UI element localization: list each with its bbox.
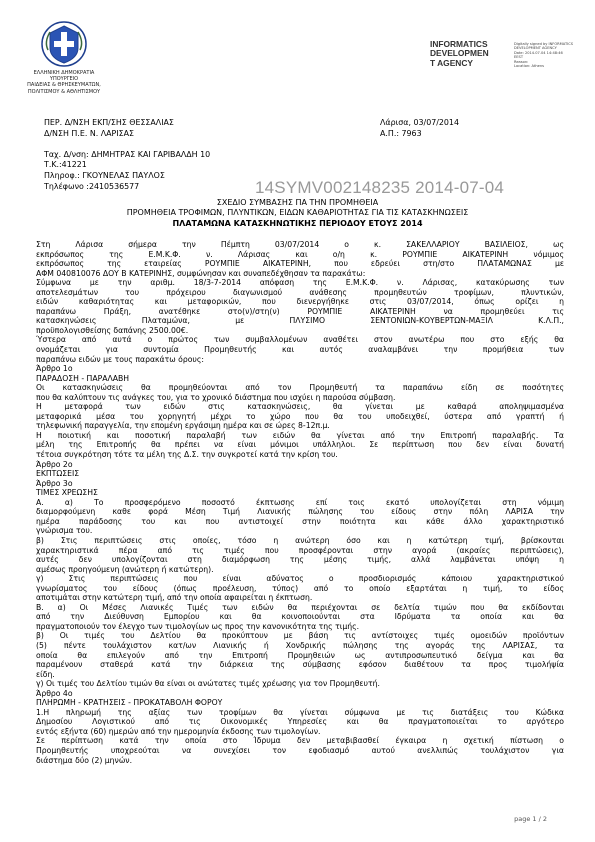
body-line: αποτελεσμάτων του πρόχειρου διαγωνισμού ανάθεσης προμηθευτών τροφίμων, πλυντικών, — [36, 287, 564, 297]
signature-meta — [514, 42, 588, 68]
body-line: εντός εξήντα (60) ημερών από την ημερομηνία έκδοσης των τιμολογίων. — [36, 726, 321, 736]
body-line: β) Στις περιπτώσεις στις οποίες, τόσο η ανώτερη όσο και η κατώτερη τιμή, βρίσκονται — [36, 535, 564, 545]
body-line: προϋπολογισθείσης δαπάνης 2500.00€. — [36, 325, 189, 335]
ministry-line: ΠΟΛΙΤΙΣΜΟΥ & ΑΘΛΗΤΙΣΜΟΥ — [27, 88, 101, 95]
body-line: ημέρα παράδοσης του και που αντιστοιχεί στην ποιότητα και κάθε άλλο χαρακτηριστικό — [36, 516, 564, 526]
body-line: ειδών καθαριότητας και μεταφορικών, που διενεργήθηκε στις 03/07/2014, όπως ορίζει η — [36, 297, 564, 307]
ministry-line: ΠΑΙΔΕΙΑΣ & ΘΡΗΣΚΕΥΜΑΤΩΝ, — [27, 82, 101, 89]
signature-name-line: T AGENCY — [430, 57, 473, 68]
body-line: Άρθρο 3ο — [36, 478, 73, 488]
body-line: Η μεταφορά των ειδών στις κατασκηνώσεις, θα γίνεται με καθαρά αποληψιμασμένα — [36, 402, 564, 412]
sender-line: ΠΕΡ. Δ/ΝΣΗ ΕΚΠ/ΣΗΣ ΘΕΣΣΑΛΙΑΣ — [44, 118, 174, 127]
body-line: Η ποιοτική και ποσοτική παραλαβή των ειδών θα γίνεται από την Επιτροπή παραλαβής. Τα — [36, 430, 564, 440]
signature-name-line: INFORMATICS — [430, 39, 488, 49]
body-line: γνωρίσματος του είδους (όπως προέλευση, τύπος) από το οποίο εξαρτάται η τιμή, το είδος — [36, 583, 564, 593]
body-line: παραπάνω ειδών με τους παρακάτω όρους: — [36, 354, 204, 364]
body-line: από την Διεύθυνση Εμπορίου και θα κοινοποιούνται στα Ιδρύματα τα οποία και θα — [36, 612, 564, 622]
contract-body — [36, 240, 564, 765]
body-line: αυτές δεν υπολογίζονται στη διαμόρφωση της μέσης τιμής, αλλά λαμβάνεται υπόψη η — [36, 555, 564, 565]
body-line: Α. α) Το προσφερόμενο ποσοστό έκπτωσης επί τοις εκατό υπολογίζεται στη νόμιμη — [36, 497, 564, 507]
document-title — [60, 198, 535, 229]
signature-meta-line: Reason: — [514, 59, 529, 64]
body-line: εκπρόσωπος της εταιρείας ΡΟΥΜΠΙΕ ΑΙΚΑΤΕΡΙΝΗ, που εδρεύει στη/στο ΠΛΑΤΑΜΩΝΑΣ με — [36, 259, 564, 269]
title-line: ΠΛΑΤΑΜΩΝΑ ΚΑΤΑΣΚΗΝΩΤΙΚΗΣ ΠΕΡΙΟΔΟΥ ΕΤΟΥΣ 2014 — [172, 218, 423, 228]
body-line: (5) πέντε τουλάχιστον κατ/ων Λιανικής ή Χονδρικής πώλησης της αγοράς της ΛΑΡΙΣΑΣ, τα — [36, 640, 564, 650]
body-line: Προμηθευτής υποχρεούται να συνεχίσει τον εφοδιασμό αυτού ανελλιπώς τουλάχιστον για — [36, 745, 564, 755]
body-line: ΠΛΗΡΩΜΗ - ΚΡΑΤΗΣΕΙΣ - ΠΡΟΚΑΤΑΒΟΛΗ ΦΟΡΟΥ — [36, 698, 223, 708]
body-line: διαμορφούμενη καθε φορά Μέση Τιμή Λιανικής πώλησης του είδους στην πόλη ΛΑΡΙΣΑ την — [36, 507, 564, 517]
sender-line: Τηλέφωνο :2410536577 — [44, 181, 140, 191]
signature-meta-line: EEST — [514, 55, 524, 60]
body-line: 1.Η πληρωμή της αξίας των τροφίμων θα γίνεται σύμφωνα με τις διατάξεις του Κώδικα — [36, 707, 564, 717]
sender-line: Τ.Κ.:41221 — [44, 160, 87, 170]
greek-emblem-icon — [40, 20, 88, 68]
body-line: β) Οι τιμές του Δελτίου θα προκύπτουν με βάση τις αντίστοιχες τιμές ομοειδών προϊόντων — [36, 631, 564, 641]
document-date: Λάρισα, 03/07/2014 — [380, 118, 459, 127]
body-line: οποία θα επιλεγούν από την Επιτροπή Προμηθειών ως αντιπροσωπευτικό δείγμα και θα — [36, 650, 564, 660]
ministry-line: ΥΠΟΥΡΓΕΙΟ — [49, 76, 79, 83]
body-line: Σε περίπτωση κατά την οποία στο Ίδρυμα δεν μεταβιβασθεί έγκαιρα η σχετική πίστωση ο — [36, 736, 564, 746]
signature-meta-line: Location: Athens — [514, 64, 544, 69]
sender-line: Ταχ. Δ/νση: ΔΗΜΗΤΡΑΣ ΚΑΙ ΓΑΡΙΒΑΛΔΗ 10 — [44, 149, 211, 159]
body-line: Στη Λάρισα σήμερα την Πέμπτη 03/07/2014 ο κ. ΣΑΚΕΛΛΑΡΙΟΥ ΒΑΣΙΛΕΙΟΣ, ως — [36, 240, 564, 249]
sender-line: Δ/ΝΣΗ Π.Ε. Ν. ΛΑΡΙΣΑΣ — [44, 128, 134, 138]
body-line: είδη. — [36, 669, 55, 679]
signature-name-line: DEVELOPMEN — [430, 48, 489, 59]
body-line: Δημοσίου Λογιστικού από τις Οικονομικές Υπηρεσίες και θα πραγματοποιείται το αργότερο — [36, 717, 564, 727]
page-number: page 1 / 2 — [514, 815, 547, 823]
body-line: Β. α) Οι Μέσες Λιανικές Τιμές των ειδών θα περιέχονται σε δελτία τιμών που θα εκδίδονται — [36, 602, 564, 612]
ada-watermark: 14SYMV002148235 2014-07-04 — [255, 178, 505, 197]
body-line: γνώρισμα του. — [36, 526, 93, 536]
body-line: τηλεφωνική παραγγελία, την επομένη εργάσιμη ημέρα και σε ώρες 8-12π.μ. — [36, 421, 330, 431]
body-line: Άρθρο 2ο — [36, 459, 73, 469]
body-line: Ύστερα από αυτά ο πρώτος των συμβαλλομένων αναθέτει στον ανωτέρω που στο εξής θα — [36, 335, 564, 345]
body-line: ΕΚΠΤΩΣΕΙΣ — [36, 469, 80, 479]
body-line: Άρθρο 4ο — [36, 688, 73, 698]
title-line: ΠΡΟΜΗΘΕΙΑ ΤΡΟΦΙΜΩΝ, ΠΛΥΝΤΙΚΩΝ, ΕΙΔΩΝ ΚΑΘΑΡΙΟΤΗΤΑΣ ΓΙΑ ΤΙΣ ΚΑΤΑΣΚΗΝΩΣΕΙΣ — [126, 208, 469, 218]
body-line: ΠΑΡΑΔΟΣΗ - ΠΑΡΑΛΑΒΗ — [36, 373, 130, 383]
ministry-line: ΕΛΛΗΝΙΚΗ ΔΗΜΟΚΡΑΤΙΑ — [33, 70, 95, 76]
body-line: Οι κατασκηνώσεις θα προμηθεύονται από τον Προμηθευτή τα παραπάνω είδη σε ποσότητες — [36, 383, 564, 393]
body-line: ονομάζεται για συντομία Προμηθευτής και αυτός αναλαμβάνει την προμήθεια των — [36, 345, 564, 355]
protocol-number: Α.Π.: 7963 — [380, 128, 422, 138]
body-line: ΑΦΜ 040810076 ΔΟΥ Β ΚΑΤΕΡΙΝΗΣ, συμφώνησαν και συναπεδέχθησαν τα παρακάτω: — [36, 268, 366, 278]
sender-info — [44, 118, 210, 192]
body-line: εκπρόσωπος της Ε.Μ.Κ.Φ. ν. Λάρισας και ο/η κ. ΡΟΥΜΠΙΕ ΑΙΚΑΤΕΡΙΝΗ νόμιμος — [36, 249, 564, 259]
sender-line: Πληροφ.: ΓΚΟΥΝΕΛΑΣ ΠΑΥΛΟΣ — [44, 170, 165, 180]
body-line: κατασκηνώσεις Πλαταμώνα, με ΠΛΥΣΙΜΟ ΣΕΝΤΟΝΙΩΝ-ΚΟΥΒΕΡΤΩΝ-ΜΑΞΙΛ Κ.Λ.Π., — [36, 316, 564, 326]
body-line: Σύμφωνα με την αριθμ. 18/3-7-2014 απόφαση της Ε.Μ.Κ.Φ. ν. Λάρισας, κατακύρωσης των — [36, 278, 564, 288]
body-line: γ) Στις περιπτώσεις που είναι αδύνατος ο προσδιορισμός κάποιου χαρακτηριστικού — [36, 574, 564, 584]
body-line: αμέσως προηγούμενη (ανώτερη ή κατώτερη). — [36, 564, 214, 574]
body-line: αποτιμάται στην κατώτερη τιμή, από την οποία αφαιρείται η έκπτωση. — [36, 593, 313, 603]
body-line: τέτοια συγκρότηση τότε τα μέλη της Δ.Σ. την συγκροτεί κατά την κρίση του. — [36, 450, 338, 460]
body-line: που θα καλύπτουν τις ανάγκες του, για το χρονικό διάστημα που ισχύει η παρούσα σύμβαση. — [36, 392, 396, 402]
body-line: πραγματοποιούν τον έλεγχο των τιμολογίων ως προς την κανονικότητα της τιμής. — [36, 621, 360, 631]
body-line: ΤΙΜΕΣ ΧΡΕΩΣΗΣ — [36, 488, 98, 498]
body-line: διάστημα δύο (2) μηνών. — [36, 755, 133, 765]
signature-meta-line: DEVELOPMENT AGENCY — [514, 46, 557, 51]
body-line: γ) Οι τιμές του Δελτίου τιμών θα είναι οι ανώτατες τιμές χρέωσης για τον Προμηθευτή. — [36, 679, 380, 689]
signature-name — [430, 40, 510, 68]
title-line: ΣΧΕΔΙΟ ΣΥΜΒΑΣΗΣ ΠΑ ΤΗΝ ΠΡΟΜΗΘΕΙΑ — [216, 198, 379, 207]
body-line: παραμένουν σταθερά κατά την διάρκεια της σύμβασης εφόσον διαθέτουν τα προς τιμολήψία — [36, 660, 564, 670]
body-line: μεταφορικά μέσα του χορηγητή μέχρι το χώρο που θα του υποδειχθεί, ύστερα από γραπτή ή — [36, 411, 564, 421]
signature-meta-line: Date: 2014.07.04 14:48:46 — [514, 50, 563, 55]
sender-line — [44, 139, 210, 150]
body-line: μέλη της Επιτροπής θα πρέπει να είναι μόνιμοι υπάλληλοι. Σε περίπτωση που δεν είναι δυνατή — [36, 440, 564, 450]
ministry-header — [24, 70, 104, 95]
body-line: Άρθρο 1ο — [36, 364, 73, 374]
body-line: παραπάνω Πράξη, ανατέθηκε στο(ν)/στη(ν) ΡΟΥΜΠΙΕ ΑΙΚΑΤΕΡΙΝΗ να προμηθεύει τις — [36, 306, 564, 316]
body-line: χαρακτηριστικά πέρα από τις τιμές που προσφέρονται στην αγορά (ακραίες περιπτώσεις), — [36, 545, 564, 555]
date-protocol — [380, 118, 459, 139]
signature-meta-line: Digitally signed by INFORMATICS — [514, 42, 574, 46]
